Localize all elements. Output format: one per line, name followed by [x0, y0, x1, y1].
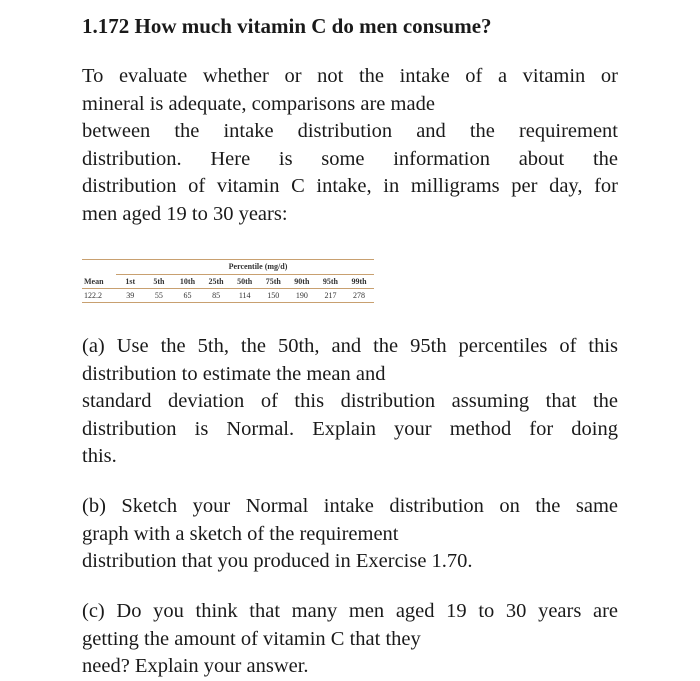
- table-header-cell: 1st: [125, 277, 136, 286]
- part-b-line: (b) Sketch your Normal intake distribution on the same: [82, 495, 618, 517]
- intro-line: distribution of vitamin C intake, in milligrams per day, for: [82, 175, 618, 197]
- table-header-cell: 99th: [351, 277, 367, 286]
- table-row: [82, 289, 374, 302]
- part-b-paragraph: [82, 493, 618, 576]
- table-header-cell: 90th: [294, 277, 310, 286]
- table-cell: 150: [267, 291, 280, 300]
- table-header-cell: 75th: [265, 277, 281, 286]
- percentile-group-header: Percentile (mg/d): [228, 262, 288, 271]
- exercise-title: 1.172 How much vitamin C do men consume?: [82, 14, 492, 38]
- table-header-cell: 25th: [208, 277, 224, 286]
- table-cell: 122.2: [84, 291, 102, 300]
- table-cell: 217: [324, 291, 337, 300]
- part-a-line: this.: [82, 445, 117, 467]
- table-cell: 114: [238, 291, 251, 300]
- table-cell: 65: [183, 291, 192, 300]
- table-cell: 278: [353, 291, 366, 300]
- table-header-cell: Mean: [84, 277, 104, 286]
- table-cell: 39: [126, 291, 135, 300]
- table-cell: 85: [212, 291, 221, 300]
- part-b-line: distribution that you produced in Exercise 1.70.: [82, 550, 473, 572]
- table-header-cell: 50th: [237, 277, 253, 286]
- part-c-line: (c) Do you think that many men aged 19 to 30 years are: [82, 600, 618, 622]
- table-header-cell: 95th: [322, 277, 339, 286]
- table-header-cell: 5th: [153, 277, 165, 286]
- intro-line: between the intake distribution and the requirement: [82, 120, 618, 142]
- table-cell: 55: [154, 291, 163, 300]
- part-a-paragraph: [82, 333, 618, 471]
- table-header-cell: 10th: [179, 277, 196, 286]
- intro-line: To evaluate whether or not the intake of a vitamin or: [82, 65, 618, 87]
- part-a-line: standard deviation of this distribution assuming that the: [82, 390, 618, 412]
- part-a-line: distribution is Normal. Explain your method for doing: [82, 417, 618, 440]
- table-header-row: [82, 275, 374, 288]
- part-a-line: (a) Use the 5th, the 50th, and the 95th percentiles of this: [82, 335, 618, 357]
- part-a-line: distribution to estimate the mean and: [82, 362, 386, 385]
- percentile-table: [82, 259, 374, 303]
- part-c-paragraph: [82, 598, 618, 681]
- intro-line: mineral is adequate, comparisons are made: [82, 92, 435, 115]
- table-cell: 190: [295, 291, 308, 300]
- intro-line: men aged 19 to 30 years:: [82, 202, 288, 225]
- intro-line: distribution. Here is some information about the: [82, 147, 618, 170]
- table-bottom-rule: [82, 302, 374, 303]
- part-b-line: graph with a sketch of the requirement: [82, 522, 399, 545]
- part-c-line: getting the amount of vitamin C that they: [82, 627, 421, 650]
- intro-paragraph: [82, 63, 618, 228]
- part-c-line: need? Explain your answer.: [82, 655, 309, 677]
